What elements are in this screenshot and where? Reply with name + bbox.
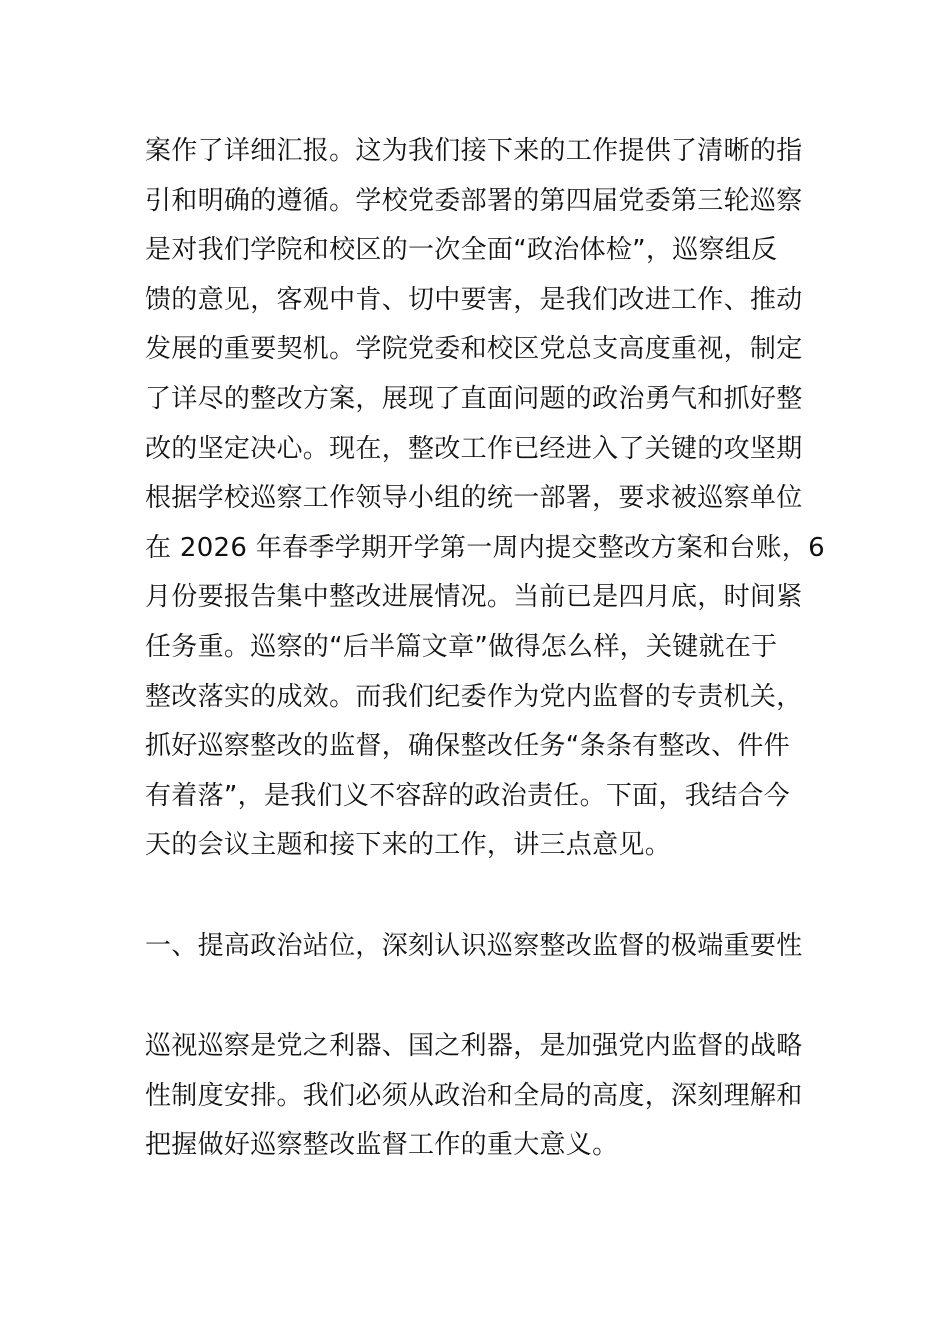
text-line: 任务重。巡察的“后半篇文章”做得怎么样，关键就在于	[145, 631, 778, 662]
text-line: 巡视巡察是党之利器、国之利器，是加强党内监督的战略	[145, 1031, 803, 1061]
text-line: 根据学校巡察工作领导小组的统一部署，要求被巡察单位	[145, 483, 803, 514]
text-line: 了详尽的整改方案，展现了直面问题的政治勇气和抓好整	[145, 383, 803, 414]
text-line: 天的会议主题和接下来的工作，讲三点意见。	[145, 830, 672, 861]
paragraph-section-1	[145, 1022, 825, 1171]
paragraph-intro	[145, 127, 825, 871]
text-line: 引和明确的遵循。学校党委部署的第四届党委第三轮巡察	[145, 185, 803, 216]
text-line: 馈的意见，客观中肯、切中要害，是我们改进工作、推动	[145, 284, 803, 315]
text-line: 性制度安排。我们必须从政治和全局的高度，深刻理解和	[145, 1080, 803, 1111]
text-line: 是对我们学院和校区的一次全面“政治体检”，巡察组反	[145, 235, 778, 266]
text-line: 月份要报告集中整改进展情况。当前已是四月底，时间紧	[145, 582, 803, 613]
text-line: 整改落实的成效。而我们纪委作为党内监督的专责机关，	[145, 681, 803, 712]
text-line: 把握做好巡察整改监督工作的重大意义。	[145, 1130, 619, 1161]
text-line: 有着落”，是我们义不容辞的政治责任。下面，我结合今	[145, 780, 790, 811]
heading-text: 一、提高政治站位，深刻认识巡察整改监督的极端重要性	[145, 931, 803, 961]
text-line: 发展的重要契机。学院党委和校区党总支高度重视，制定	[145, 334, 803, 365]
text-line: 改的坚定决心。现在，整改工作已经进入了关键的攻坚期	[145, 433, 803, 464]
text-line: 抓好巡察整改的监督，确保整改任务“条条有整改、件件	[145, 731, 790, 762]
text-line: 在 2026 年春季学期开学第一周内提交整改方案和台账，6	[145, 532, 825, 563]
section-heading	[145, 922, 825, 972]
text-line: 案作了详细汇报。这为我们接下来的工作提供了清晰的指	[145, 136, 803, 166]
